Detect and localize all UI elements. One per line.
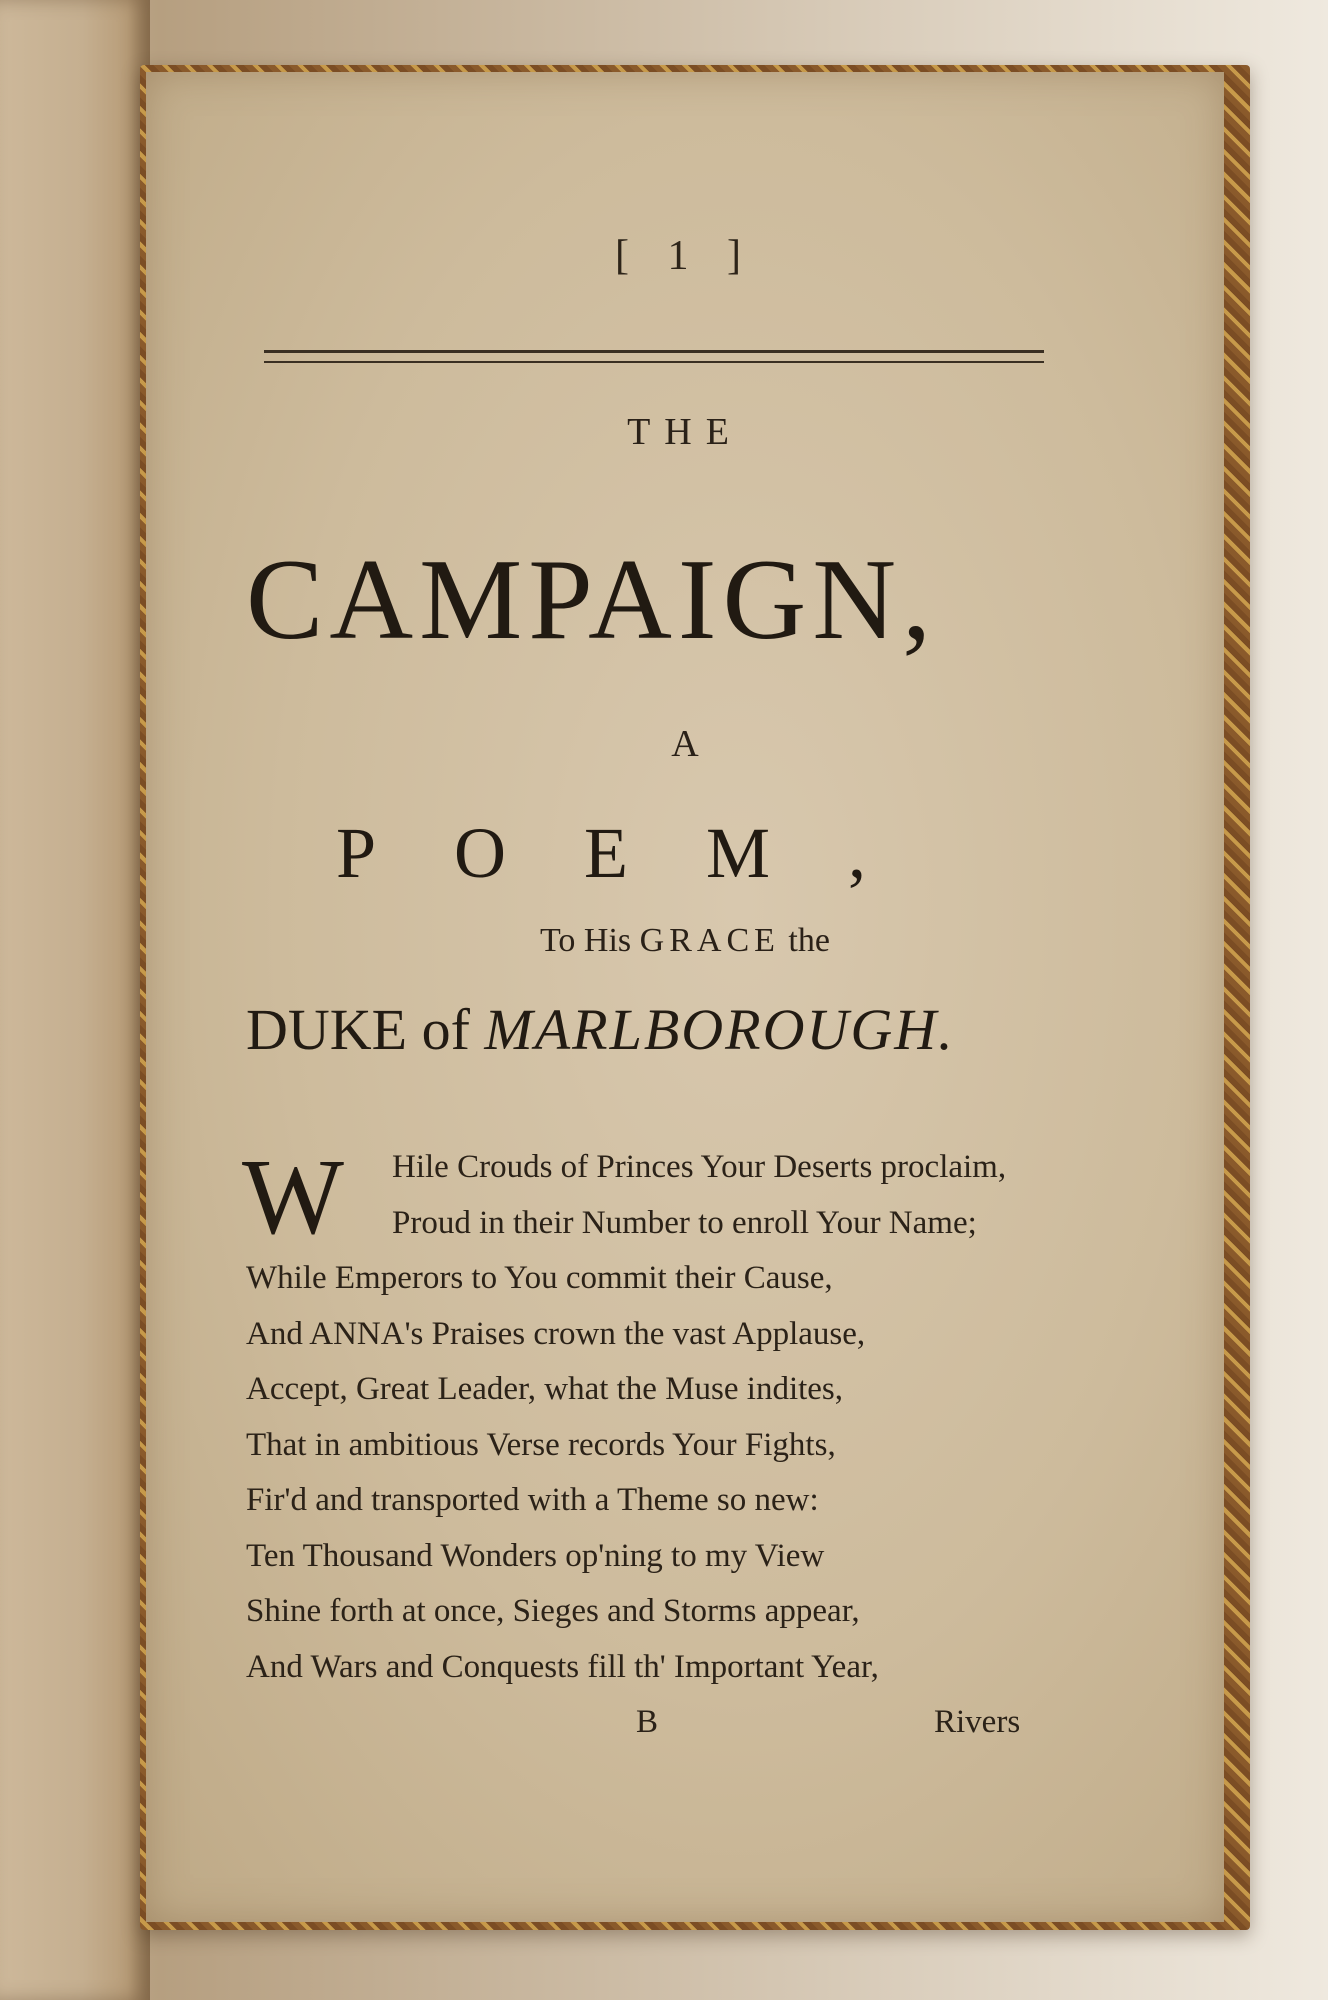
verse-line: Fir'd and transported with a Theme so new: [246,1482,819,1518]
verse-line: Hile Crouds of Princes Your Deserts proclaim, [392,1149,1007,1185]
drop-cap: W [242,1138,344,1257]
verse-line: Proud in their Number to enroll Your Name; [392,1204,977,1241]
duke-name: MARLBOROUGH. [484,997,955,1062]
duke-line [246,996,1206,1063]
verse-line: That in ambitious Verse records Your Fights, [246,1426,836,1463]
verse-block [246,1140,1206,1695]
title-poem: POEM, [336,813,945,893]
verse-line: While Emperors to You commit their Cause, [246,1260,833,1296]
double-rule-top [264,350,1044,353]
verse-line: And ANNA's Praises crown the vast Applause, [246,1315,866,1352]
page-number: [ 1 ] [615,233,755,279]
duke-prefix: DUKE of [246,997,470,1062]
title-article: A [671,723,699,765]
verse-line: And Wars and Conquests fill th' Important Year, [246,1648,879,1685]
signature-mark: B [636,1704,659,1740]
verse-line: Ten Thousand Wonders op'ning to my View [246,1537,825,1574]
catchword: Rivers [934,1704,1021,1740]
dedication-grace: GRACE [639,922,780,959]
title-campaign: CAMPAIGN, [246,536,938,664]
facing-page [0,0,150,2000]
verse-line: Shine forth at once, Sieges and Storms appear, [246,1593,860,1629]
title-the: THE [627,411,743,453]
dedication-to: To His [540,922,632,959]
title-page [146,72,1224,1922]
dedication-line [146,922,1224,960]
verse-line: Accept, Great Leader, what the Muse indites, [246,1371,844,1407]
dedication-the: the [788,922,830,959]
double-rule-bottom [264,361,1044,363]
